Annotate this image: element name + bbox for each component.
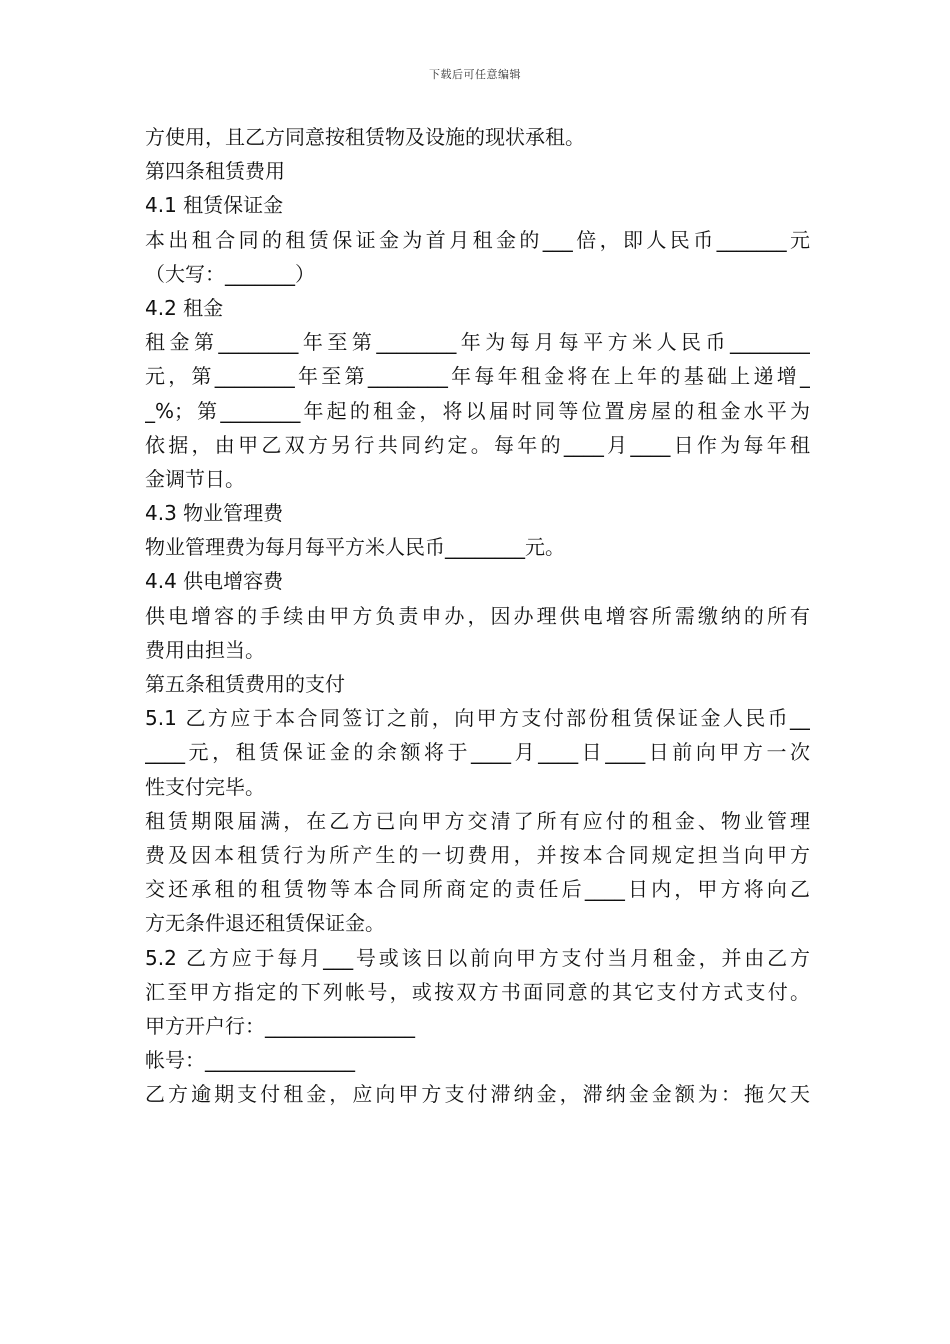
document-line: 租赁期限届满，在乙方已向甲方交清了所有应付的租金、物业管理	[145, 808, 810, 833]
document-line: 元，第________年至第________年每年租金将在上年的基础上递增_	[145, 364, 810, 389]
document-line: _%；第________年起的租金，将以届时同等位置房屋的租金水平为	[145, 398, 810, 423]
document-line: 供电增容的手续由甲方负责申办，因办理供电增容所需缴纳的所有	[145, 603, 810, 628]
document-line: 乙方逾期支付租金，应向甲方支付滞纳金，滞纳金金额为：拖欠天	[145, 1082, 810, 1107]
page-header-note: 下载后可任意编辑	[429, 68, 521, 81]
document-line: 第四条租赁费用	[145, 159, 285, 184]
document-line: 金调节日。	[145, 466, 245, 491]
document-line: （大写：_______）	[145, 261, 315, 286]
document-line: 物业管理费为每月每平方米人民币________元。	[145, 535, 565, 560]
document-line: 4.2 租金	[145, 295, 224, 320]
document-body	[145, 120, 810, 1111]
document-line: 交还承租的租赁物等本合同所商定的责任后____日内，甲方将向乙	[145, 877, 810, 902]
document-line: 5.1 乙方应于本合同签订之前，向甲方支付部份租赁保证金人民币__	[145, 706, 810, 731]
document-line: 4.4 供电增容费	[145, 569, 284, 594]
document-line: 费及因本租赁行为所产生的一切费用，并按本合同规定担当向甲方	[145, 842, 810, 867]
document-line: 4.1 租赁保证金	[145, 193, 284, 218]
document-line: 依据，由甲乙双方另行共同约定。每年的____月____日作为每年租	[145, 432, 810, 457]
document-line: 费用由担当。	[145, 637, 265, 662]
document-line: 4.3 物业管理费	[145, 501, 284, 526]
document-line: 5.2 乙方应于每月___号或该日以前向甲方支付当月租金，并由乙方	[145, 945, 810, 970]
document-line: 方无条件退还租赁保证金。	[145, 911, 385, 936]
document-line: 汇至甲方指定的下列帐号，或按双方书面同意的其它支付方式支付。	[145, 979, 810, 1004]
document-line: 方使用，且乙方同意按租赁物及设施的现状承租。	[145, 125, 585, 149]
document-line: 帐号：_______________	[145, 1048, 355, 1073]
document-line: ____元，租赁保证金的余额将于____月____日____日前向甲方一次	[145, 740, 810, 765]
document-line: 性支付完毕。	[145, 774, 265, 799]
document-line: 甲方开户行：_______________	[145, 1013, 415, 1038]
document-line: 第五条租赁费用的支付	[145, 672, 345, 696]
document-line: 本出租合同的租赁保证金为首月租金的___倍，即人民币_______元	[145, 227, 810, 252]
document-line: 租金第________年至第________年为每月每平方米人民币________	[145, 330, 810, 355]
